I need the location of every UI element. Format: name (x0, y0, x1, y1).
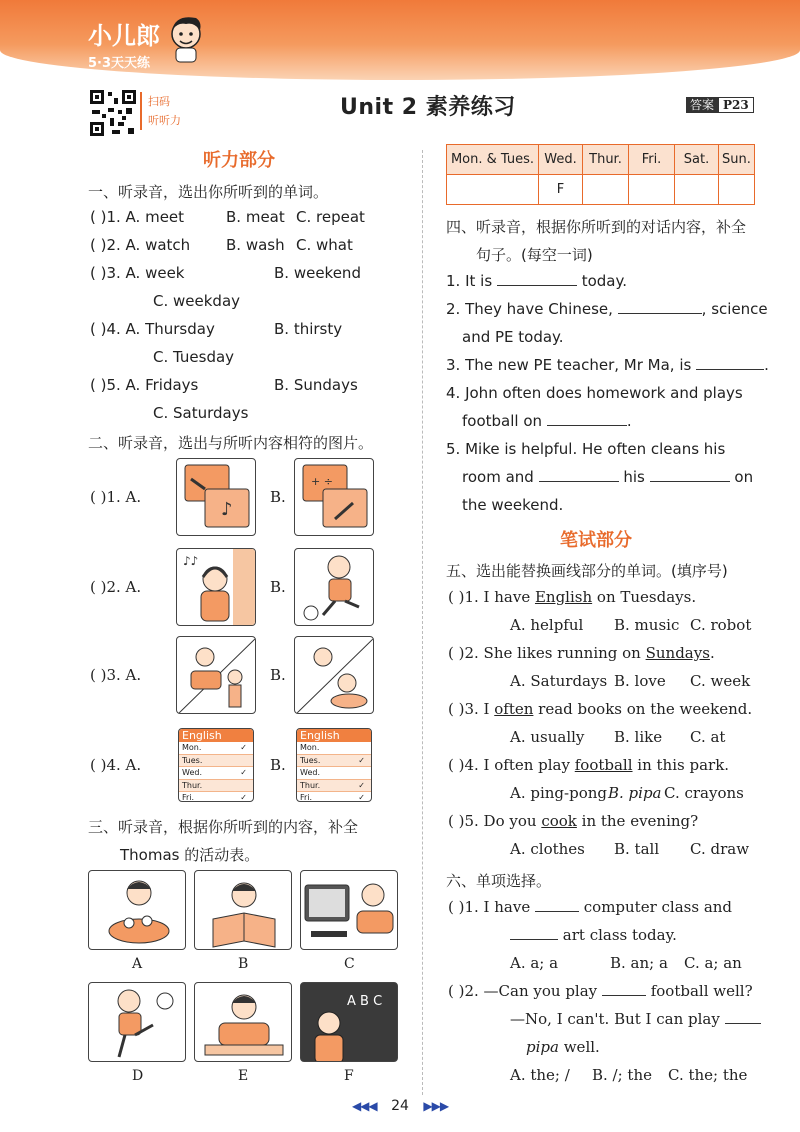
s5-q1-c: C. robot (690, 616, 752, 634)
s5-q4 (448, 756, 729, 774)
activity-table-header (447, 145, 755, 175)
s2-q1-a-image (176, 458, 256, 536)
blackboard-text: A B C (347, 994, 383, 1009)
answer-label: 答案 (686, 97, 718, 113)
table-head-cell: Thur. (583, 145, 629, 175)
s5-q4-c: C. crayons (664, 784, 744, 802)
s4-q3 (446, 356, 769, 374)
s4-q5: 5. Mike is helpful. He often cleans his (446, 440, 726, 458)
schedule-b-row (297, 742, 371, 755)
s5-q4-b: B. pipa (608, 784, 662, 802)
s4-q1-end: today. (581, 272, 627, 290)
girl-cooking-icon (295, 637, 374, 714)
scan-hint-line1: 扫码 (148, 95, 170, 108)
qr-code-icon[interactable] (88, 88, 138, 138)
s4-q1-text: 1. It is (446, 272, 493, 290)
s4-q4-text: football on (462, 412, 543, 430)
s2-q4-a-schedule (178, 728, 254, 802)
boy-reading-icon (195, 871, 292, 950)
s5-q4-post: in this park. (632, 756, 730, 774)
teacher-blackboard-icon (301, 983, 398, 1062)
books-math-art-icon (295, 459, 374, 536)
answer-page: P23 (718, 97, 754, 113)
s4-q5-blank2[interactable] (650, 468, 730, 482)
s5-q3 (448, 700, 752, 718)
schedule-a-day: Thur. (182, 780, 203, 790)
s6-q2-end: football well? (650, 982, 753, 1000)
s4-q2-blank[interactable] (618, 300, 702, 314)
s1-q5: ( )5. A. Fridays (90, 376, 199, 394)
s4-q5-tail: the weekend. (462, 496, 564, 514)
s2-q3-b-image (294, 636, 374, 714)
s4-q2-text: 2. They have Chinese, (446, 300, 613, 318)
s4-q4: 4. John often does homework and plays (446, 384, 743, 402)
s1-q5-b: B. Sundays (274, 376, 358, 394)
s2-q2-b-label: B. (270, 578, 286, 596)
s5-q3-c: C. at (690, 728, 726, 746)
s1-q3-b: B. weekend (274, 264, 361, 282)
boy-washing-icon (89, 871, 186, 950)
s2-q2-b-image (294, 548, 374, 626)
s6-q1-a: A. a; a (510, 954, 559, 972)
schedule-b-check: ✓ (358, 793, 365, 802)
s6-q2-a: A. the; / (510, 1066, 570, 1084)
s5-q5 (448, 812, 698, 830)
s1-q1-b: B. meat (226, 208, 285, 226)
schedule-a-row (179, 755, 253, 768)
schedule-a-day: Mon. (182, 743, 202, 752)
s2-q4-b-label: B. (270, 756, 286, 774)
schedule-b-day: Thur. (300, 780, 321, 790)
table-head-cell: Sat. (675, 145, 719, 175)
s5-q1 (448, 588, 696, 606)
s5-q4-pre: ( )4. I often play (448, 756, 575, 774)
scan-hint-line2: 听听力 (148, 114, 181, 127)
s3-caption-b: B (238, 956, 249, 972)
section5-heading: 五、选出能替换画线部分的单词。(填序号) (446, 562, 728, 580)
s6-q2-tail (526, 1038, 600, 1056)
s5-q2 (448, 644, 715, 662)
s3-caption-e: E (238, 1068, 249, 1084)
s3-image-e (194, 982, 292, 1062)
s6-q2-pipa: pipa (526, 1038, 559, 1056)
schedule-a-day: Fri. (182, 793, 195, 802)
s5-q2-underlined: Sundays (645, 644, 710, 662)
schedule-a-title: English (179, 729, 253, 742)
s4-q2-end: , science (701, 300, 768, 318)
schedule-a-check: ✓ (240, 768, 247, 777)
answer-ref (686, 96, 754, 113)
s3-caption-d: D (132, 1068, 144, 1084)
table-head-cell: Wed. (539, 145, 583, 175)
s5-q1-a: A. helpful (510, 616, 584, 634)
s5-q3-a: A. usually (510, 728, 585, 746)
schedule-b-day: Wed. (300, 768, 320, 777)
s5-q5-c: C. draw (690, 840, 750, 858)
page-number: 24 (391, 1098, 409, 1114)
schedule-a-day: Wed. (182, 768, 202, 777)
boy-computer-icon (301, 871, 398, 950)
section2-heading: 二、听录音，选出与所听内容相符的图片。 (88, 434, 374, 452)
s5-q5-pre: ( )5. Do you (448, 812, 542, 830)
next-arrows-icon: ▶▶▶ (423, 1099, 449, 1113)
s4-q4-blank[interactable] (547, 412, 627, 426)
s5-q2-b: B. love (614, 672, 666, 690)
s3-image-c (300, 870, 398, 950)
schedule-b-row (297, 767, 371, 780)
s6-q1 (448, 898, 732, 916)
s2-q2-a-image (176, 548, 256, 626)
s5-q1-underlined: English (534, 588, 593, 606)
s5-q1-b: B. music (614, 616, 680, 634)
schedule-b-row (297, 755, 371, 768)
schedule-a-day: Tues. (182, 755, 203, 765)
s2-q4-label: ( )4. A. (90, 756, 142, 774)
schedule-b-day: Fri. (300, 793, 313, 802)
s6-q1-c: C. a; an (684, 954, 742, 972)
s6-q2-reply: —No, I can't. But I can play (510, 1010, 720, 1028)
s5-q4-underlined: football (574, 756, 633, 774)
girl-washing-clothes-icon (177, 637, 256, 714)
section6-heading: 六、单项选择。 (446, 872, 552, 890)
s6-q2-blank1[interactable] (602, 982, 646, 996)
s5-q5-b: B. tall (614, 840, 660, 858)
s1-q2: ( )2. A. watch (90, 236, 191, 254)
s5-q3-pre: ( )3. I (448, 700, 495, 718)
s6-q2-answer-line (510, 1010, 761, 1028)
activity-table (446, 144, 755, 205)
svg-text:♪: ♪ (221, 499, 233, 520)
schedule-b-check: ✓ (358, 755, 365, 765)
s6-q1-blank1[interactable] (535, 898, 579, 912)
s3-caption-c: C (344, 956, 355, 972)
s3-caption-a: A (132, 956, 143, 972)
activity-table-answers (447, 175, 755, 205)
table-head-cell: Mon. & Tues. (447, 145, 539, 175)
s2-q3-a-image (176, 636, 256, 714)
s5-q2-pre: ( )2. She likes running on (448, 644, 646, 662)
prev-arrows-icon: ◀◀◀ (351, 1099, 377, 1113)
s2-q2-label: ( )2. A. (90, 578, 142, 596)
section4-heading-line2: 句子。(每空一词) (476, 246, 593, 264)
boy-writing-icon (195, 983, 292, 1062)
s5-q3-b: B. like (614, 728, 663, 746)
s3-caption-f: F (344, 1068, 354, 1084)
s6-q1-end: computer class and (583, 898, 733, 916)
s1-q2-b: B. wash (226, 236, 285, 254)
s4-q4-cont (462, 412, 632, 430)
s4-q5-mid: his (623, 468, 645, 486)
s4-q2 (446, 300, 768, 318)
page-title: Unit 2 素养练习 (340, 95, 516, 120)
column-divider (422, 150, 423, 1095)
boy-football-icon (295, 549, 374, 626)
section4-heading-line1: 四、听录音，根据你所听到的对话内容，补全 (446, 218, 747, 236)
brand-logo: 小儿郎 (88, 22, 160, 50)
s4-q5-cont (462, 468, 753, 486)
table-answer-cell[interactable] (583, 175, 629, 205)
writing-part-title: 笔试部分 (560, 530, 632, 551)
s6-q1-tail: art class today. (562, 926, 677, 944)
table-answer-cell[interactable] (447, 175, 539, 205)
s2-q1-label: ( )1. A. (90, 488, 142, 506)
s6-q2 (448, 982, 753, 1000)
s6-q1-text: ( )1. I have (448, 898, 531, 916)
schedule-b-row (297, 780, 371, 793)
s1-q1: ( )1. A. meet (90, 208, 185, 226)
schedule-a-row (179, 780, 253, 793)
series-name: 5·3天天练 (88, 56, 151, 71)
s3-image-d (88, 982, 186, 1062)
table-answer-cell[interactable] (629, 175, 675, 205)
s5-q5-a: A. clothes (510, 840, 585, 858)
svg-text:♪♪: ♪♪ (183, 554, 199, 568)
s6-q1-cont (510, 926, 677, 944)
s3-image-a (88, 870, 186, 950)
s5-q4-a: A. ping-pong (510, 784, 607, 802)
svg-text:+ ÷: + ÷ (311, 475, 333, 488)
table-answer-cell[interactable] (675, 175, 719, 205)
s2-q4-b-schedule (296, 728, 372, 802)
s1-q3-c: C. weekday (153, 292, 241, 310)
s5-q5-post: in the evening? (576, 812, 699, 830)
s6-q2-text: ( )2. —Can you play (448, 982, 598, 1000)
s1-q1-c: C. repeat (296, 208, 365, 226)
s2-q1-b-image (294, 458, 374, 536)
s2-q1-b-label: B. (270, 488, 286, 506)
section3-heading-line1: 三、听录音，根据你所听到的内容，补全 (88, 818, 359, 836)
s1-q5-c: C. Saturdays (153, 404, 249, 422)
s5-q5-underlined: cook (541, 812, 577, 830)
s5-q3-underlined: often (494, 700, 534, 718)
s5-q2-c: C. week (690, 672, 751, 690)
schedule-a-row (179, 742, 253, 755)
listening-part-title: 听力部分 (203, 150, 275, 171)
s4-q5-end: on (734, 468, 754, 486)
s4-q5-blank1[interactable] (539, 468, 619, 482)
s1-q3: ( )3. A. week (90, 264, 185, 282)
mascot-icon (166, 12, 206, 64)
s3-image-f (300, 982, 398, 1062)
s2-q3-b-label: B. (270, 666, 286, 684)
schedule-b-title: English (297, 729, 371, 742)
s6-q2-b: B. /; the (592, 1066, 652, 1084)
s3-image-b (194, 870, 292, 950)
s5-q3-post: read books on the weekend. (533, 700, 753, 718)
s6-q2-blank2[interactable] (725, 1010, 761, 1024)
schedule-a-check: ✓ (240, 793, 247, 802)
s1-q4: ( )4. A. Thursday (90, 320, 215, 338)
schedule-a-row (179, 792, 253, 802)
schedule-b-day: Tues. (300, 755, 321, 765)
s4-q3-end: . (764, 356, 769, 374)
schedule-a-check: ✓ (240, 743, 247, 752)
s2-q3-label: ( )3. A. (90, 666, 142, 684)
scan-hint (140, 92, 190, 130)
s1-q4-b: B. thirsty (274, 320, 343, 338)
books-art-music-icon (177, 459, 256, 536)
table-head-cell: Sun. (719, 145, 755, 175)
girl-headphones-icon (177, 549, 256, 626)
s6-q2-well: well. (558, 1038, 600, 1056)
s5-q1-post: on Tuesdays. (592, 588, 697, 606)
s4-q5-text: room and (462, 468, 534, 486)
schedule-b-day: Mon. (300, 743, 320, 752)
table-answer-cell[interactable] (719, 175, 755, 205)
s5-q2-a: A. Saturdays (510, 672, 608, 690)
s4-q2-cont: and PE today. (462, 328, 564, 346)
table-answer-cell[interactable]: F (539, 175, 583, 205)
s4-q3-text: 3. The new PE teacher, Mr Ma, is (446, 356, 692, 374)
schedule-a-row (179, 767, 253, 780)
s6-q2-c: C. the; the (668, 1066, 748, 1084)
s6-q1-b: B. an; a (610, 954, 668, 972)
s4-q3-blank[interactable] (696, 356, 764, 370)
s6-q1-blank2[interactable] (510, 926, 558, 940)
section1-heading: 一、听录音，选出你所听到的单词。 (88, 183, 329, 201)
s1-q2-c: C. what (296, 236, 353, 254)
s4-q4-end: . (626, 412, 632, 430)
schedule-b-row (297, 792, 371, 802)
s4-q1-blank[interactable] (497, 272, 577, 286)
section3-heading-line2: Thomas 的活动表。 (120, 846, 260, 864)
s4-q1 (446, 272, 627, 290)
table-head-cell: Fri. (629, 145, 675, 175)
page-footer (0, 1098, 800, 1114)
s1-q4-c: C. Tuesday (153, 348, 235, 366)
boy-kicking-ball-icon (89, 983, 186, 1062)
schedule-b-check: ✓ (358, 780, 365, 790)
s5-q1-pre: ( )1. I have (448, 588, 535, 606)
s5-q2-post: . (709, 644, 715, 662)
